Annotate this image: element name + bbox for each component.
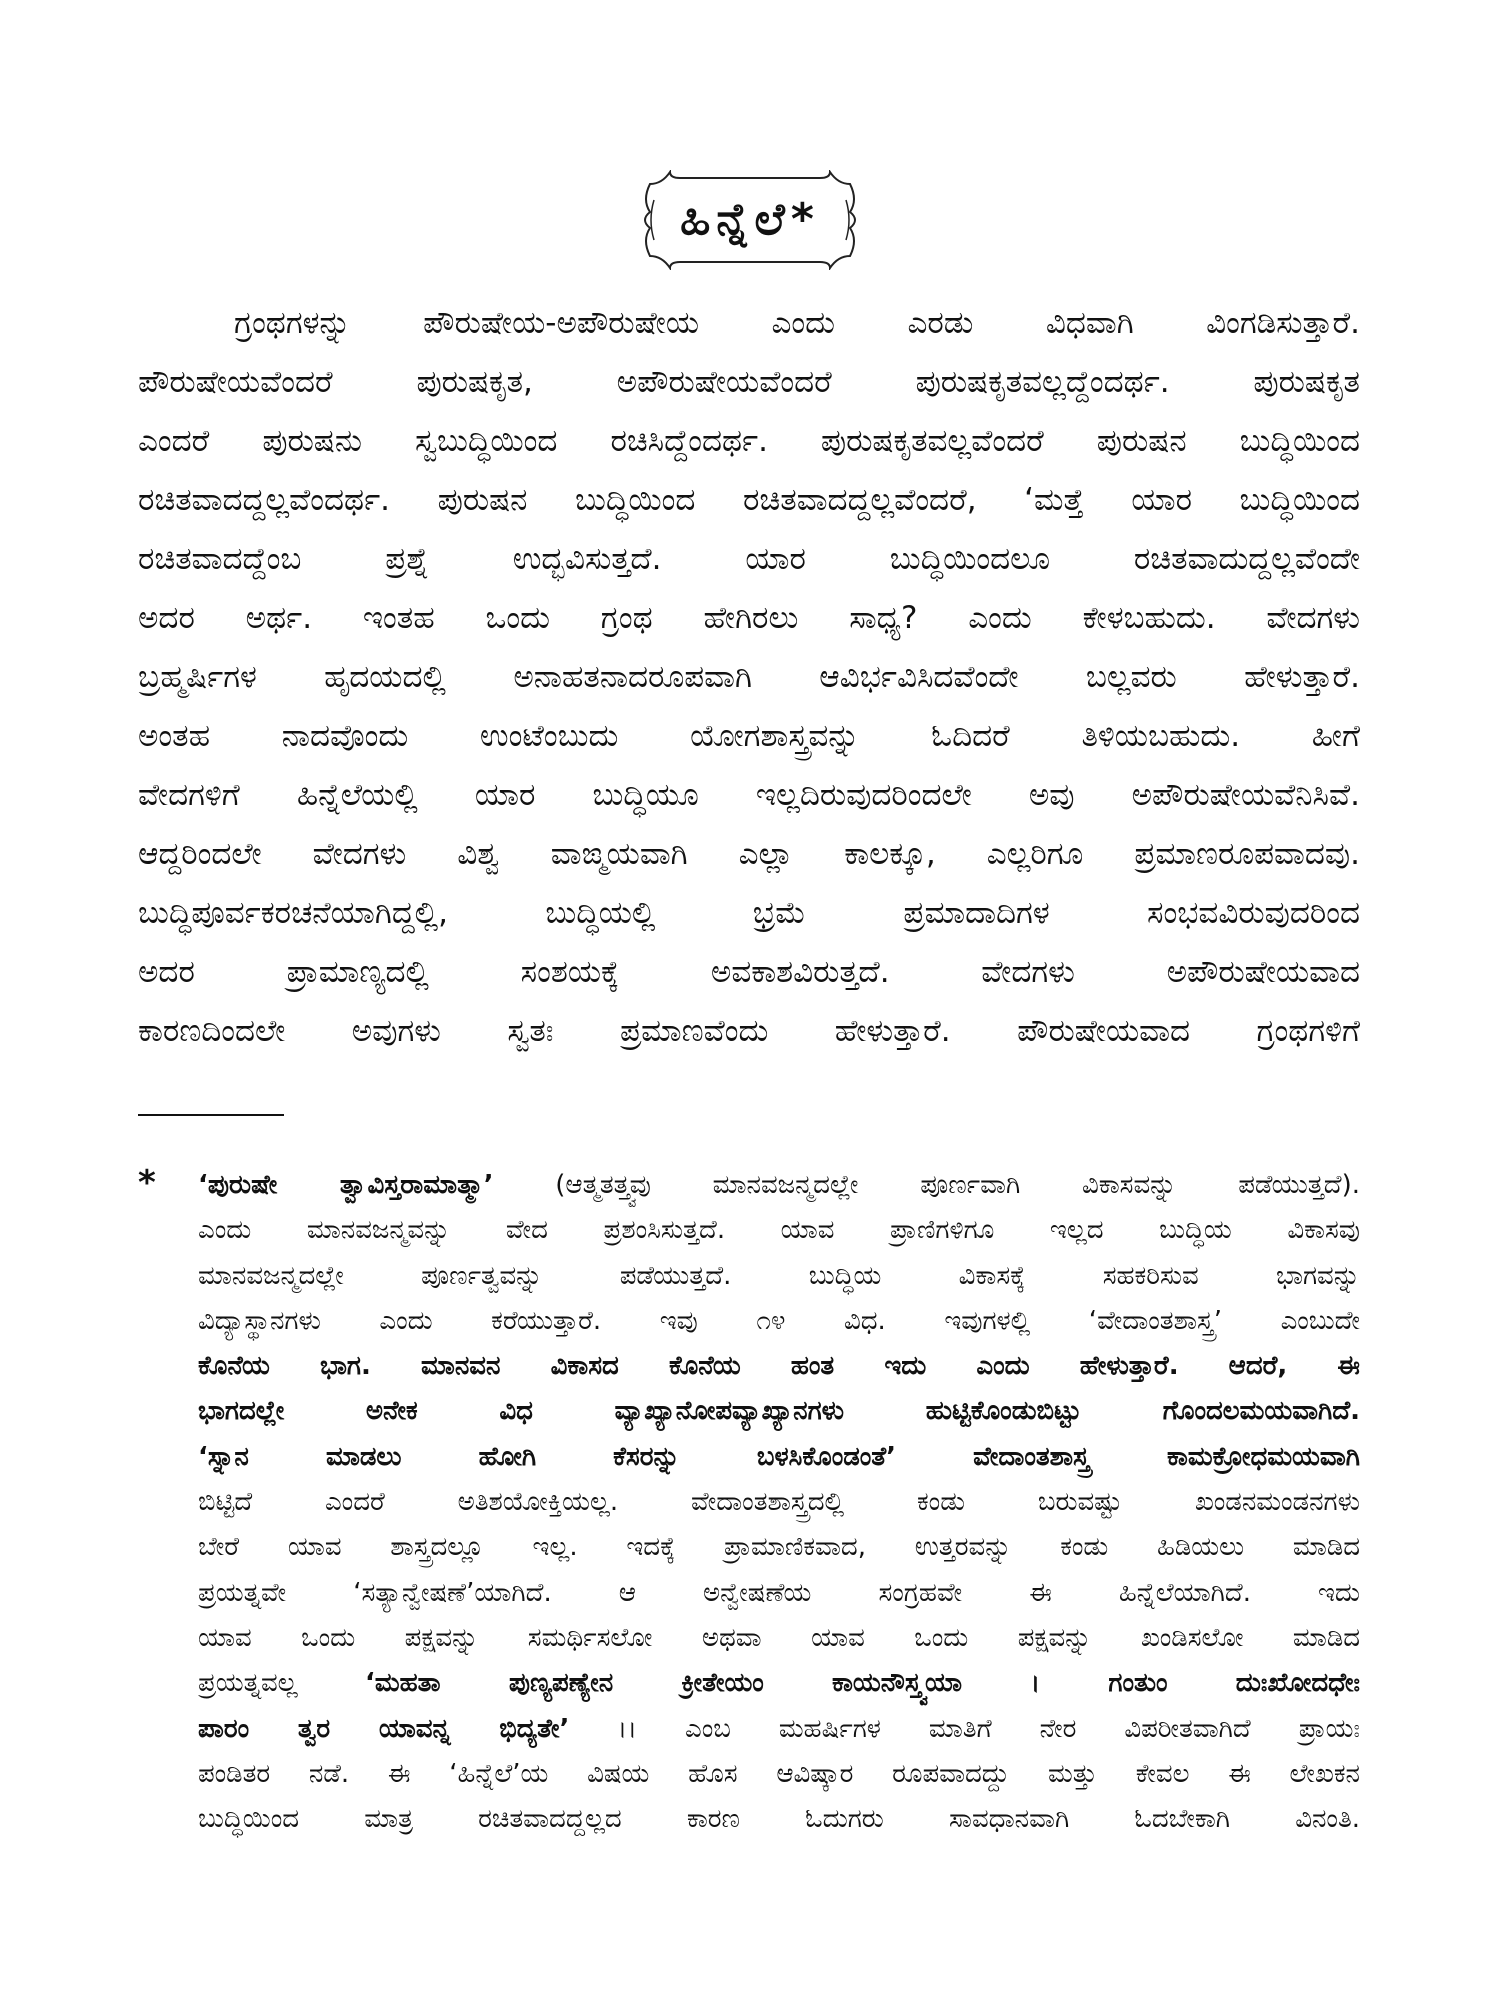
body-line: ಕಾರಣದಿಂದಲೇ ಅವುಗಳು ಸ್ವತಃ ಪ್ರಮಾಣವೆಂದು ಹೇಳುತ್ತಾರೆ. ಪೌರುಷೇಯವಾದ ಗ್ರಂಥಗಳಿಗೆ bbox=[138, 1013, 1360, 1049]
body-line: ಆದ್ದರಿಂದಲೇ ವೇದಗಳು ವಿಶ್ವ ವಾಙ್ಮಯವಾಗಿ ಎಲ್ಲಾ ಕಾಲಕ್ಕೂ, ಎಲ್ಲರಿಗೂ ಪ್ರಮಾಣರೂಪವಾದವು. bbox=[138, 836, 1360, 872]
body-line: ಪೌರುಷೇಯವೆಂದರೆ ಪುರುಷಕೃತ, ಅಪೌರುಷೇಯವೆಂದರೆ ಪುರುಷಕೃತವಲ್ಲದ್ದೆಂದರ್ಥ. ಪುರುಷಕೃತ bbox=[138, 364, 1360, 400]
page-title: ಹಿನ್ನೆಲೆ* bbox=[680, 194, 820, 245]
footnote-line: ಕೊನೆಯ ಭಾಗ. ಮಾನವನ ವಿಕಾಸದ ಕೊನೆಯ ಹಂತ ಇದು ಎಂದು ಹೇಳುತ್ತಾರೆ. ಆದರೆ, ಈ bbox=[198, 1351, 1360, 1382]
footnote-line: ವಿದ್ಯಾಸ್ಥಾನಗಳು ಎಂದು ಕರೆಯುತ್ತಾರೆ. ಇವು ೧೪ ವಿಧ. ಇವುಗಳಲ್ಲಿ ‘ವೇದಾಂತಶಾಸ್ತ್ರ’ ಎಂಬುದೇ bbox=[198, 1305, 1360, 1336]
footnote-line: ಬುದ್ಧಿಯಿಂದ ಮಾತ್ರ ರಚಿತವಾದದ್ದಲ್ಲದ ಕಾರಣ ಓದುಗರು ಸಾವಧಾನವಾಗಿ ಓದಬೇಕಾಗಿ ವಿನಂತಿ. bbox=[198, 1804, 1360, 1835]
footnote-line bbox=[198, 1707, 1360, 1752]
body-line: ಬ್ರಹ್ಮರ್ಷಿಗಳ ಹೃದಯದಲ್ಲಿ ಅನಾಹತನಾದರೂಪವಾಗಿ ಆವಿರ್ಭವಿಸಿದವೆಂದೇ ಬಲ್ಲವರು ಹೇಳುತ್ತಾರೆ. bbox=[138, 659, 1360, 695]
body-line: ಅದರ ಅರ್ಥ. ಇಂತಹ ಒಂದು ಗ್ರಂಥ ಹೇಗಿರಲು ಸಾಧ್ಯ? ಎಂದು ಕೇಳಬಹುದು. ವೇದಗಳು bbox=[138, 600, 1360, 636]
footnote-text: ಪ್ರಯತ್ನವಲ್ಲ bbox=[198, 1668, 366, 1699]
footnote-separator bbox=[138, 1114, 284, 1116]
footnote-line: ಬೇರೆ ಯಾವ ಶಾಸ್ತ್ರದಲ್ಲೂ ಇಲ್ಲ. ಇದಕ್ಕೆ ಪ್ರಾಮಾಣಿಕವಾದ, ಉತ್ತರವನ್ನು ಕಂಡು ಹಿಡಿಯಲು ಮಾಡಿದ bbox=[198, 1532, 1360, 1563]
title-cartouche bbox=[640, 170, 860, 270]
body-text bbox=[138, 294, 1360, 1061]
body-line: ಬುದ್ಧಿಪೂರ್ವಕರಚನೆಯಾಗಿದ್ದಲ್ಲಿ, ಬುದ್ಧಿಯಲ್ಲಿ ಭ್ರಮೆ ಪ್ರಮಾದಾದಿಗಳ ಸಂಭವವಿರುವುದರಿಂದ bbox=[138, 895, 1360, 931]
body-line: ಅಂತಹ ನಾದವೊಂದು ಉಂಟೆಂಬುದು ಯೋಗಶಾಸ್ತ್ರವನ್ನು ಓದಿದರೆ ತಿಳಿಯಬಹುದು. ಹೀಗೆ bbox=[138, 718, 1360, 754]
footnote-line: ಭಾಗದಲ್ಲೇ ಅನೇಕ ವಿಧ ವ್ಯಾಖ್ಯಾನೋಪವ್ಯಾಖ್ಯಾನಗಳು ಹುಟ್ಟಿಕೊಂಡುಬಿಟ್ಟು ಗೊಂದಲಮಯವಾಗಿದೆ. bbox=[198, 1396, 1360, 1427]
body-line: ರಚಿತವಾದದ್ದೆಂಬ ಪ್ರಶ್ನೆ ಉದ್ಭವಿಸುತ್ತದೆ. ಯಾರ ಬುದ್ಧಿಯಿಂದಲೂ ರಚಿತವಾದುದ್ದಲ್ಲವೆಂದೇ bbox=[138, 541, 1360, 577]
footnote-verse: ಪಾರಂ ತ್ವರ ಯಾವನ್ನ ಭಿದ್ಯತೇ’ bbox=[198, 1713, 570, 1744]
footnote-text: (ಆತ್ಮತತ್ತ್ವವು ಮಾನವಜನ್ಮದಲ್ಲೇ ಪೂರ್ಣವಾಗಿ ವಿಕಾಸವನ್ನು ಪಡೆಯುತ್ತದೆ). bbox=[493, 1170, 1360, 1200]
footnote-quote: ‘ಪುರುಷೇ ತ್ವಾವಿಸ್ತರಾಮಾತ್ಮಾ’ bbox=[198, 1170, 494, 1200]
footnote-line: ಪ್ರಯತ್ನವೇ ‘ಸತ್ಯಾನ್ವೇಷಣೆ’ಯಾಗಿದೆ. ಆ ಅನ್ವೇಷಣೆಯ ಸಂಗ್ರಹವೇ ಈ ಹಿನ್ನೆಲೆಯಾಗಿದೆ. ಇದು bbox=[198, 1577, 1360, 1608]
footnote bbox=[198, 1163, 1360, 1842]
footnote-line: ಯಾವ ಒಂದು ಪಕ್ಷವನ್ನು ಸಮರ್ಥಿಸಲೋ ಅಥವಾ ಯಾವ ಒಂದು ಪಕ್ಷವನ್ನು ಖಂಡಿಸಲೋ ಮಾಡಿದ bbox=[198, 1622, 1360, 1653]
body-line: ಎಂದರೆ ಪುರುಷನು ಸ್ವಬುದ್ಧಿಯಿಂದ ರಚಿಸಿದ್ದೆಂದರ್ಥ. ಪುರುಷಕೃತವಲ್ಲವೆಂದರೆ ಪುರುಷನ ಬುದ್ಧಿಯಿಂದ bbox=[138, 423, 1360, 459]
footnote-line bbox=[198, 1661, 1360, 1706]
footnote-marker: * bbox=[138, 1163, 156, 1203]
body-line: ಗ್ರಂಥಗಳನ್ನು ಪೌರುಷೇಯ-ಅಪೌರುಷೇಯ ಎಂದು ಎರಡು ವಿಧವಾಗಿ ವಿಂಗಡಿಸುತ್ತಾರೆ. bbox=[234, 305, 1360, 341]
footnote-text: ।। ಎಂಬ ಮಹರ್ಷಿಗಳ ಮಾತಿಗೆ ನೇರ ವಿಪರೀತವಾಗಿದೆ ಪ್ರಾಯಃ bbox=[569, 1713, 1360, 1744]
footnote-line: ಮಾನವಜನ್ಮದಲ್ಲೇ ಪೂರ್ಣತ್ವವನ್ನು ಪಡೆಯುತ್ತದೆ. ಬುದ್ಧಿಯ ವಿಕಾಸಕ್ಕೆ ಸಹಕರಿಸುವ ಭಾಗವನ್ನು bbox=[198, 1260, 1360, 1291]
body-line: ಅದರ ಪ್ರಾಮಾಣ್ಯದಲ್ಲಿ ಸಂಶಯಕ್ಕೆ ಅವಕಾಶವಿರುತ್ತದೆ. ವೇದಗಳು ಅಪೌರುಷೇಯವಾದ bbox=[138, 954, 1360, 990]
body-line: ವೇದಗಳಿಗೆ ಹಿನ್ನೆಲೆಯಲ್ಲಿ ಯಾರ ಬುದ್ಧಿಯೂ ಇಲ್ಲದಿರುವುದರಿಂದಲೇ ಅವು ಅಪೌರುಷೇಯವೆನಿಸಿವೆ. bbox=[138, 777, 1360, 813]
footnote-verse: ‘ಮಹತಾ ಪುಣ್ಯಪಣ್ಯೇನ ಕ್ರೀತೇಯಂ ಕಾಯನೌಸ್ತ್ವಯಾ । ಗಂತುಂ ದುಃಖೋದಧೇಃ bbox=[365, 1668, 1360, 1699]
body-line: ರಚಿತವಾದದ್ದಲ್ಲವೆಂದರ್ಥ. ಪುರುಷನ ಬುದ್ಧಿಯಿಂದ ರಚಿತವಾದದ್ದಲ್ಲವೆಂದರೆ, ‘ಮತ್ತೆ ಯಾರ ಬುದ್ಧಿಯಿಂದ bbox=[138, 482, 1360, 518]
footnote-line: ‘ಸ್ನಾನ ಮಾಡಲು ಹೋಗಿ ಕೆಸರನ್ನು ಬಳಸಿಕೊಂಡಂತೆ’ ವೇದಾಂತಶಾಸ್ತ್ರ ಕಾಮಕ್ರೋಧಮಯವಾಗಿ bbox=[198, 1441, 1360, 1472]
footnote-line: ಬಿಟ್ಟಿದೆ ಎಂದರೆ ಅತಿಶಯೋಕ್ತಿಯಲ್ಲ. ವೇದಾಂತಶಾಸ್ತ್ರದಲ್ಲಿ ಕಂಡು ಬರುವಷ್ಟು ಖಂಡನಮಂಡನಗಳು bbox=[198, 1487, 1360, 1518]
footnote-line bbox=[198, 1163, 1360, 1208]
footnote-line: ಎಂದು ಮಾನವಜನ್ಮವನ್ನು ವೇದ ಪ್ರಶಂಸಿಸುತ್ತದೆ. ಯಾವ ಪ್ರಾಣಿಗಳಿಗೂ ಇಲ್ಲದ ಬುದ್ಧಿಯ ವಿಕಾಸವು bbox=[198, 1215, 1360, 1246]
footnote-line: ಪಂಡಿತರ ನಡೆ. ಈ ‘ಹಿನ್ನೆಲೆ’ಯ ವಿಷಯ ಹೊಸ ಆವಿಷ್ಕಾರ ರೂಪವಾದದ್ದು ಮತ್ತು ಕೇವಲ ಈ ಲೇಖಕನ bbox=[198, 1758, 1360, 1789]
